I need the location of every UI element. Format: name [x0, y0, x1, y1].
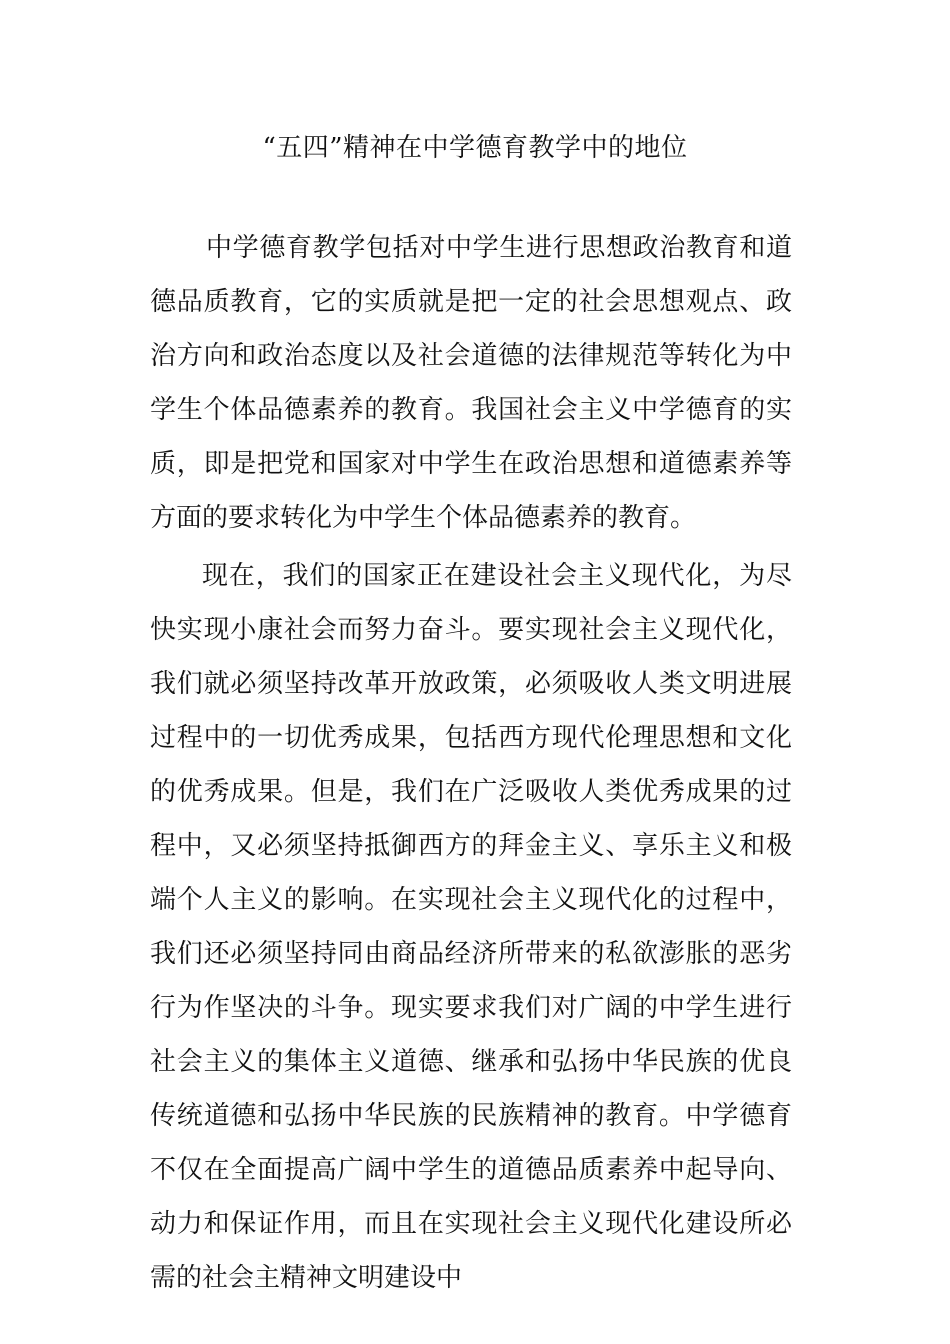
paragraph-1: 中学德育教学包括对中学生进行思想政治教育和道德品质教育，它的实质就是把一定的社会思想观点、政治方向和政治态度以及社会道德的法律规范等转化为中学生个体品德素养的教育。我国社会主义中学德育的实质，即是把党和国家对中学生在政治思想和道德素养等方面的要求转化为中学生个体品德素养的教育。: [150, 233, 792, 533]
document-title: “五四”精神在中学德育教学中的地位: [262, 133, 688, 163]
paragraph-2: 现在，我们的国家正在建设社会主义现代化，为尽快实现小康社会而努力奋斗。要实现社会主义现代化，我们就必须坚持改革开放政策，必须吸收人类文明进展过程中的一切优秀成果，包括西方现代伦理思想和文化的优秀成果。但是，我们在广泛吸收人类优秀成果的过程中，又必须坚持抵御西方的拜金主义、享乐主义和极端个人主义的影响。在实现社会主义现代化的过程中，我们还必须坚持同由商品经济所带来的私欲澎胀的恶劣行为作坚决的斗争。现实要求我们对广阔的中学生进行社会主义的集体主义道德、继承和弘扬中华民族的优良传统道德和弘扬中华民族的民族精神的教育。中学德育不仅在全面提高广阔中学生的道德品质素养中起导向、动力和保证作用，而且在实现社会主义现代化建设所必需的社会主精神文明建设中: [150, 561, 792, 1293]
